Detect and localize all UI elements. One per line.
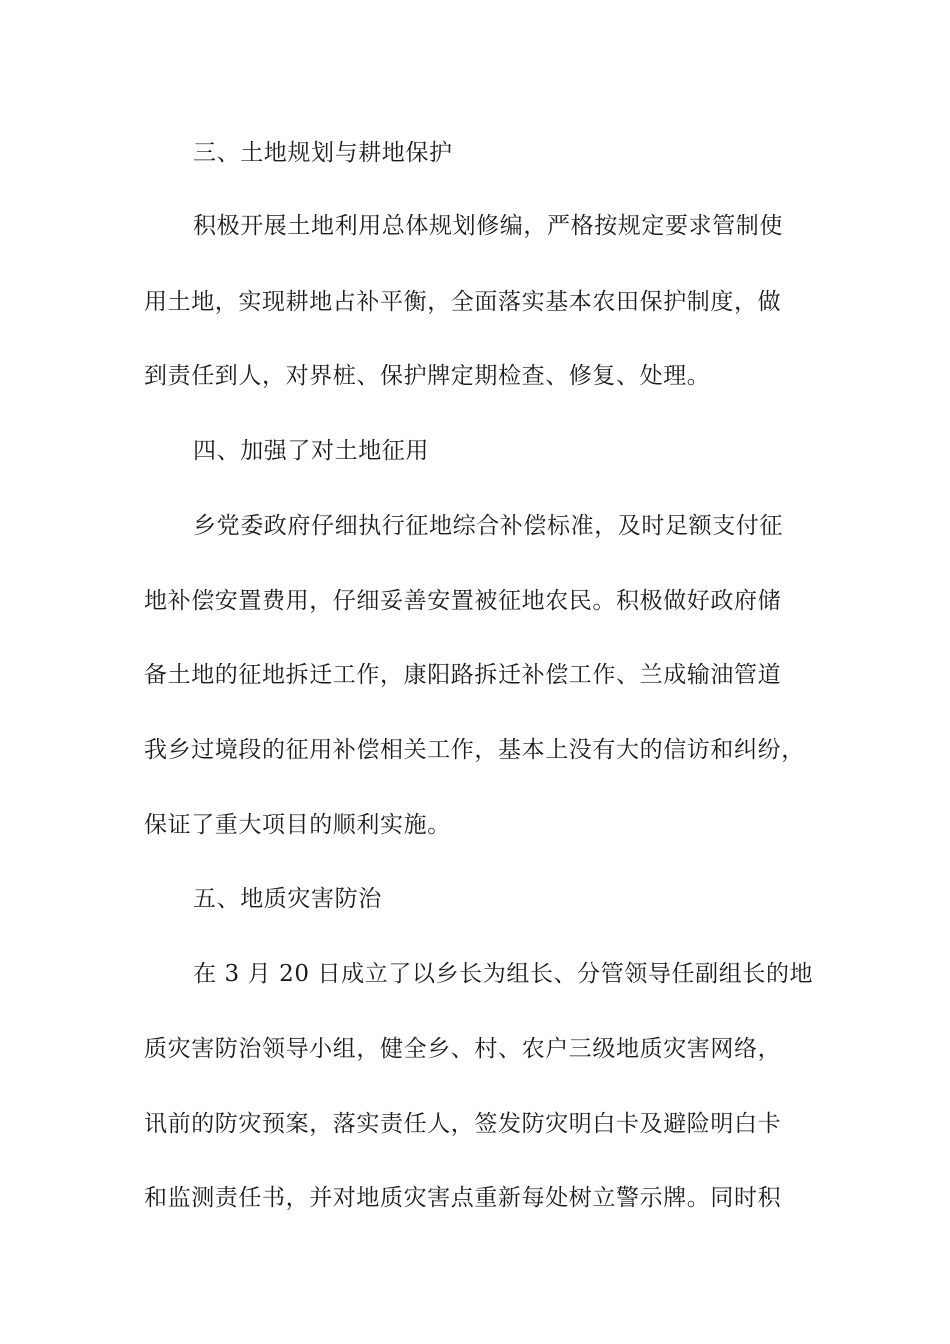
paragraph-line: 备土地的征地拆迁工作，康阳路拆迁补偿工作、兰成输油管道 — [144, 662, 782, 688]
paragraph-line: 质灾害防治领导小组，健全乡、村、农户三级地质灾害网络， — [144, 1036, 782, 1062]
paragraph-line: 在 3 月 20 日成立了以乡长为组长、分管领导任副组长的地 — [193, 961, 814, 987]
paragraph-line: 用土地，实现耕地占补平衡，全面落实基本农田保护制度，做 — [144, 289, 782, 315]
paragraph-line: 和监测责任书，并对地质灾害点重新每处树立警示牌。同时积 — [144, 1185, 782, 1211]
paragraph-line: 地补偿安置费用，仔细妥善安置被征地农民。积极做好政府储 — [144, 588, 782, 614]
paragraph-line: 讯前的防灾预案，落实责任人，签发防灾明白卡及避险明白卡 — [144, 1111, 782, 1137]
section-heading-5: 五、地质灾害防治 — [193, 886, 382, 912]
paragraph-line: 保证了重大项目的顺利实施。 — [144, 812, 451, 838]
section-heading-3: 三、土地规划与耕地保护 — [193, 140, 453, 166]
section-heading-4: 四、加强了对土地征用 — [193, 438, 429, 464]
paragraph-line: 我乡过境段的征用补偿相关工作，基本上没有大的信访和纠纷， — [144, 737, 805, 763]
paragraph-line: 到责任到人，对界桩、保护牌定期检查、修复、处理。 — [144, 363, 711, 389]
paragraph-line: 积极开展土地利用总体规划修编，严格按规定要求管制使 — [193, 213, 783, 239]
paragraph-line: 乡党委政府仔细执行征地综合补偿标准，及时足额支付征 — [193, 513, 783, 539]
